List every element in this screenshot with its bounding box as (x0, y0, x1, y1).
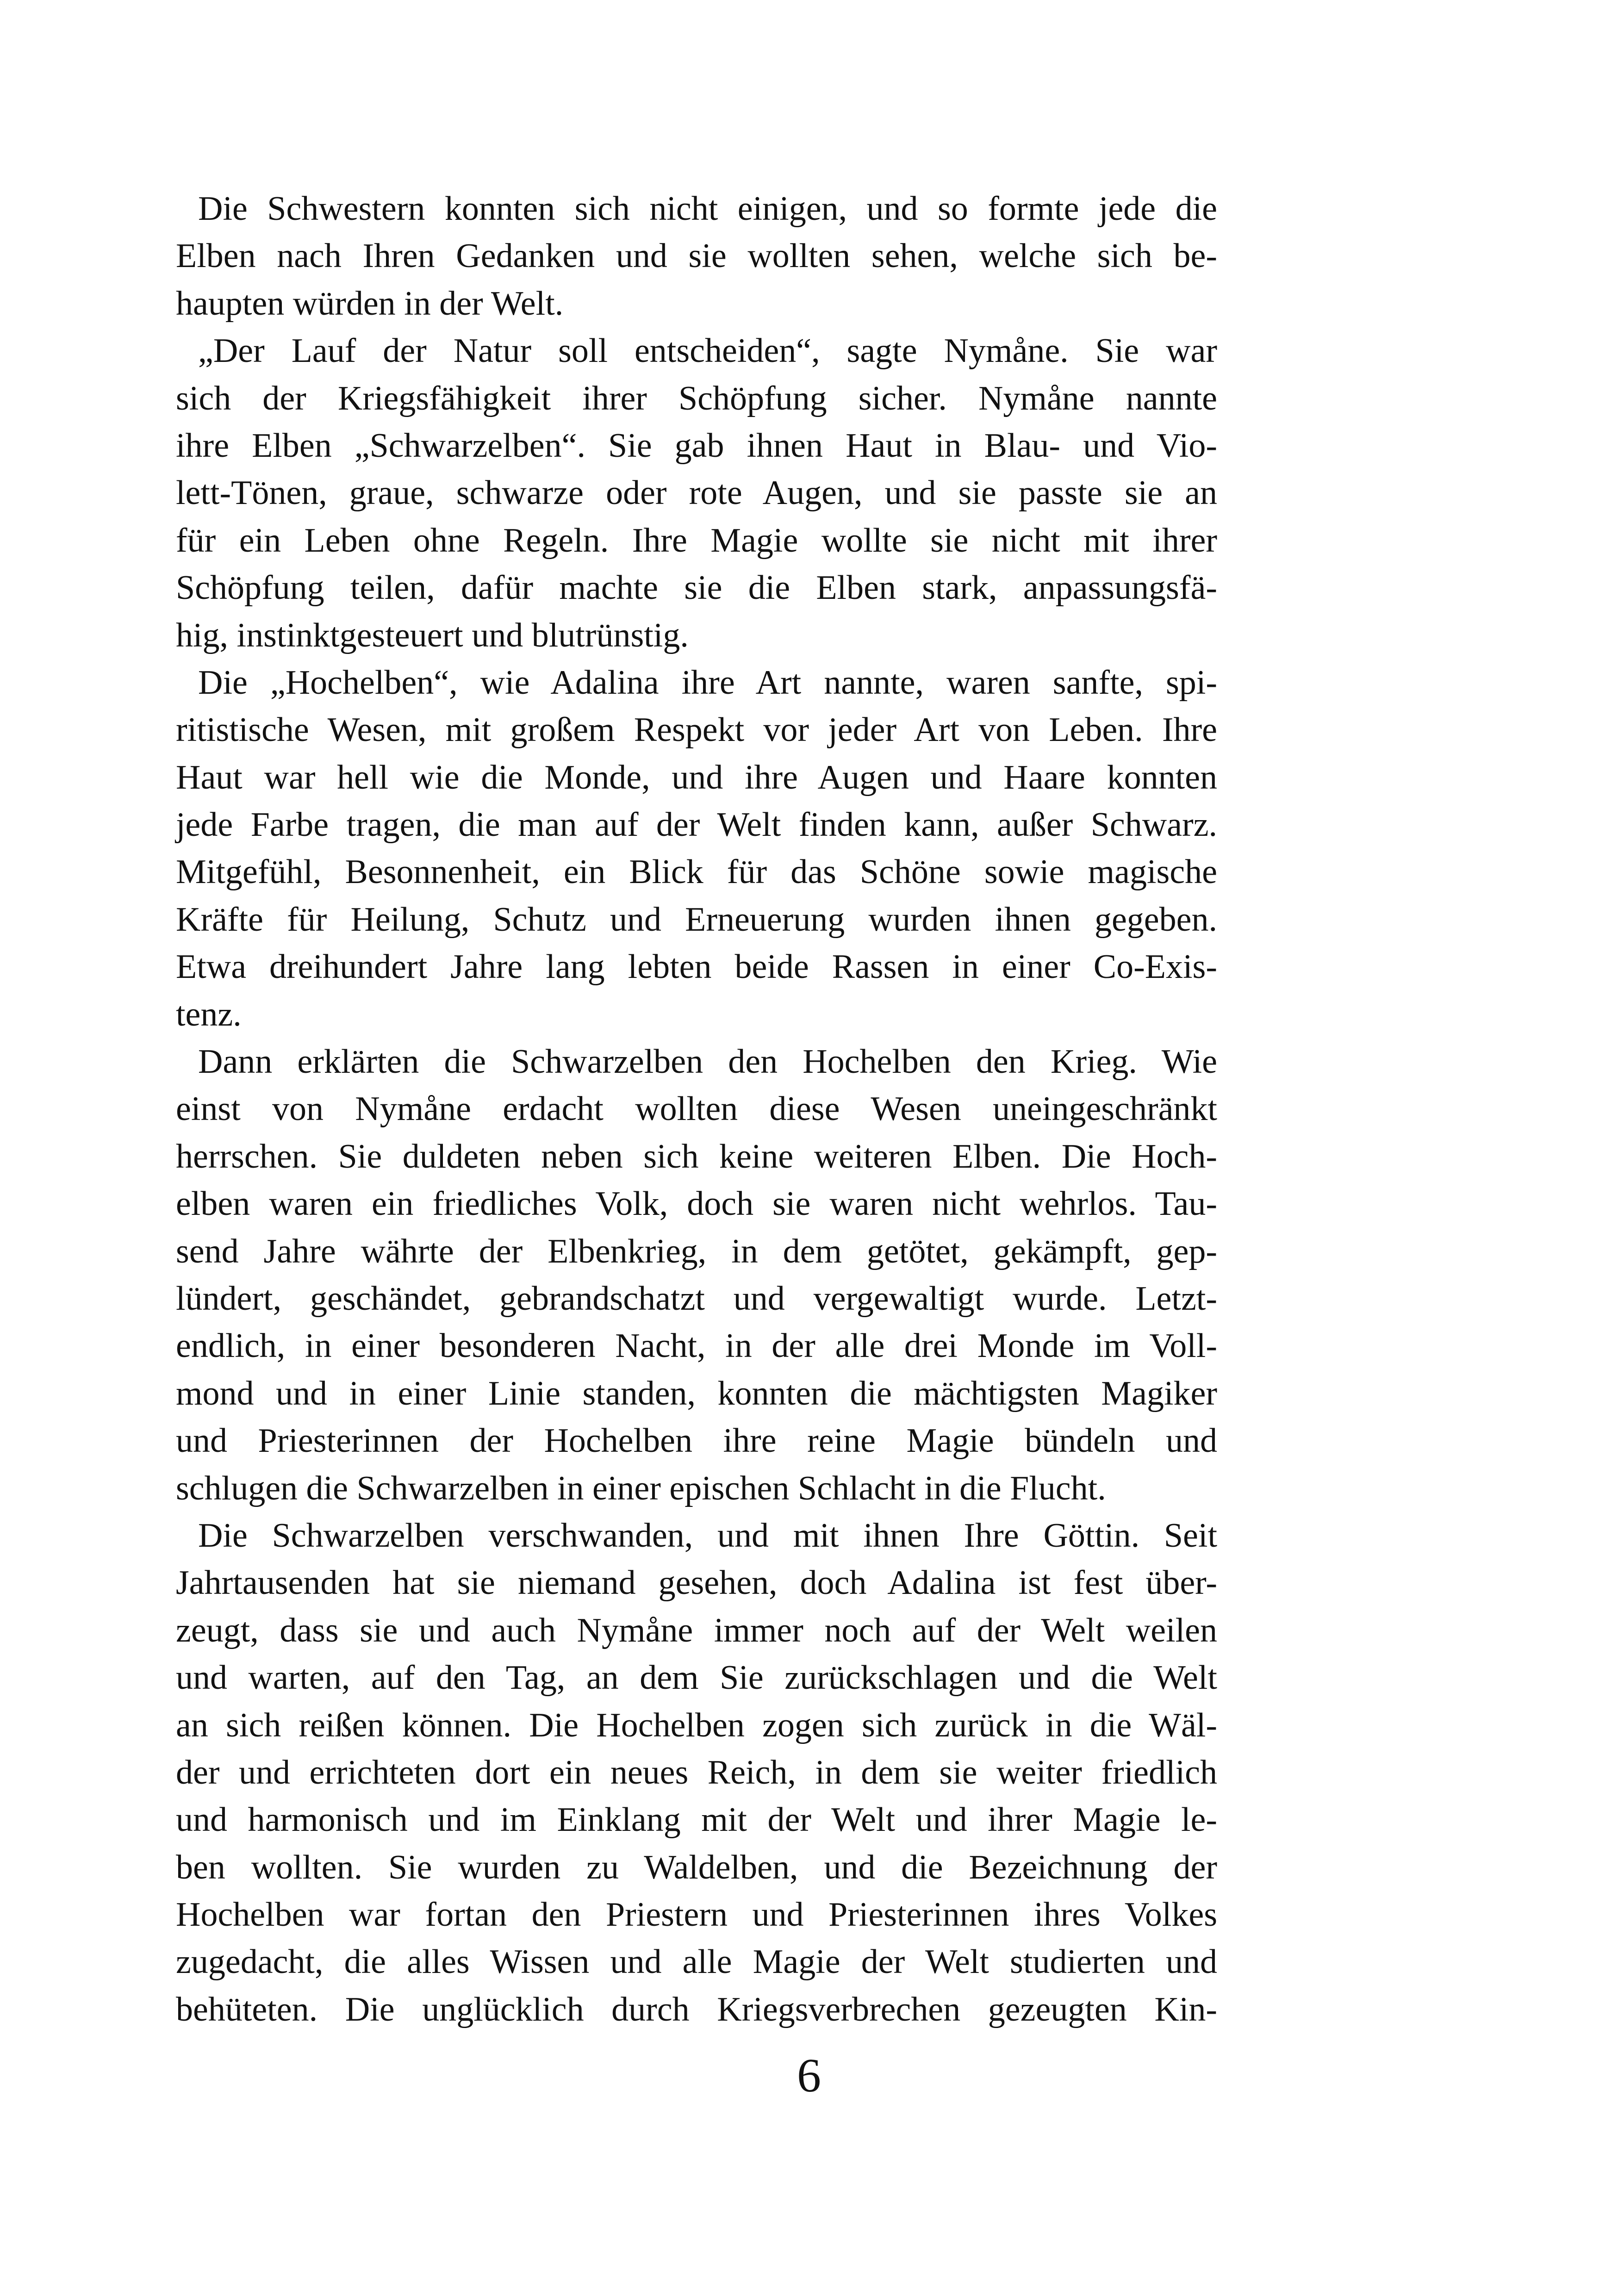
text-line: und Priesterinnen der Hochelben ihre reine Magie bündeln und (176, 1422, 1217, 1460)
text-line: Die Schwarzelben verschwanden, und mit ihnen Ihre Göttin. Seit (198, 1516, 1217, 1555)
text-line: behüteten. Die unglücklich durch Kriegsverbrechen gezeugten Kin- (176, 1990, 1217, 2028)
text-line: „Der Lauf der Natur soll entscheiden“, sagte Nymåne. Sie war (198, 332, 1217, 370)
text-line: Elben nach Ihren Gedanken und sie wollten sehen, welche sich be- (176, 237, 1217, 275)
text-line: Hochelben war fortan den Priestern und Priesterinnen ihres Volkes (176, 1896, 1217, 1934)
text-line: haupten würden in der Welt. (176, 284, 564, 323)
text-line: herrschen. Sie duldeten neben sich keine weiteren Elben. Die Hoch- (176, 1137, 1217, 1176)
text-line: Dann erklärten die Schwarzelben den Hochelben den Krieg. Wie (198, 1043, 1217, 1081)
text-line: ben wollten. Sie wurden zu Waldelben, und die Bezeichnung der (176, 1848, 1217, 1886)
text-line: ritistische Wesen, mit großem Respekt vor jeder Art von Leben. Ihre (176, 711, 1217, 749)
body-text (176, 185, 1217, 2033)
text-line: Jahrtausenden hat sie niemand gesehen, doch Adalina ist fest über- (176, 1564, 1217, 1602)
text-line: Die Schwestern konnten sich nicht einigen, und so formte jede die (198, 190, 1217, 228)
text-line: zeugt, dass sie und auch Nymåne immer noch auf der Welt weilen (176, 1611, 1217, 1649)
text-line: zugedacht, die alles Wissen und alle Magie der Welt studierten und (176, 1943, 1217, 1981)
text-line: Etwa dreihundert Jahre lang lebten beide Rassen in einer Co-Exis- (176, 948, 1217, 986)
text-line: tenz. (176, 995, 242, 1033)
text-line: mond und in einer Linie standen, konnten die mächtigsten Magiker (176, 1374, 1217, 1412)
text-line: Schöpfung teilen, dafür machte sie die Elben stark, anpassungsfä- (176, 569, 1217, 607)
text-line: an sich reißen können. Die Hochelben zogen sich zurück in die Wäl- (176, 1706, 1217, 1744)
text-line: und warten, auf den Tag, an dem Sie zurückschlagen und die Welt (176, 1659, 1217, 1697)
text-line: schlugen die Schwarzelben in einer epischen Schlacht in die Flucht. (176, 1469, 1106, 1507)
text-line: Kräfte für Heilung, Schutz und Erneuerung wurden ihnen gegeben. (176, 900, 1217, 939)
text-line: und harmonisch und im Einklang mit der Welt und ihrer Magie le- (176, 1801, 1217, 1839)
text-line: send Jahre währte der Elbenkrieg, in dem getötet, gekämpft, gep- (176, 1232, 1217, 1270)
text-line: der und errichteten dort ein neues Reich, in dem sie weiter friedlich (176, 1753, 1217, 1792)
text-line: Die „Hochelben“, wie Adalina ihre Art nannte, waren sanfte, spi- (198, 663, 1217, 702)
text-line: jede Farbe tragen, die man auf der Welt finden kann, außer Schwarz. (176, 806, 1217, 844)
text-line: ihre Elben „Schwarzelben“. Sie gab ihnen Haut in Blau- und Vio- (176, 426, 1217, 465)
text-line: lett-Tönen, graue, schwarze oder rote Augen, und sie passte sie an (176, 474, 1217, 512)
text-line: hig, instinktgesteuert und blutrünstig. (176, 616, 689, 654)
text-line: lündert, geschändet, gebrandschatzt und vergewaltigt wurde. Letzt- (176, 1279, 1217, 1318)
text-line: für ein Leben ohne Regeln. Ihre Magie wollte sie nicht mit ihrer (176, 521, 1217, 560)
page-number: 6 (797, 2049, 821, 2102)
text-line: endlich, in einer besonderen Nacht, in der alle drei Monde im Voll- (176, 1327, 1217, 1365)
text-line: Mitgefühl, Besonnenheit, ein Blick für das Schöne sowie magische (176, 853, 1217, 891)
text-line: einst von Nymåne erdacht wollten diese Wesen uneingeschränkt (176, 1090, 1217, 1128)
text-line: sich der Kriegsfähigkeit ihrer Schöpfung sicher. Nymåne nannte (176, 379, 1217, 417)
text-line: Haut war hell wie die Monde, und ihre Augen und Haare konnten (176, 758, 1217, 796)
text-line: elben waren ein friedliches Volk, doch sie waren nicht wehrlos. Tau- (176, 1185, 1217, 1223)
